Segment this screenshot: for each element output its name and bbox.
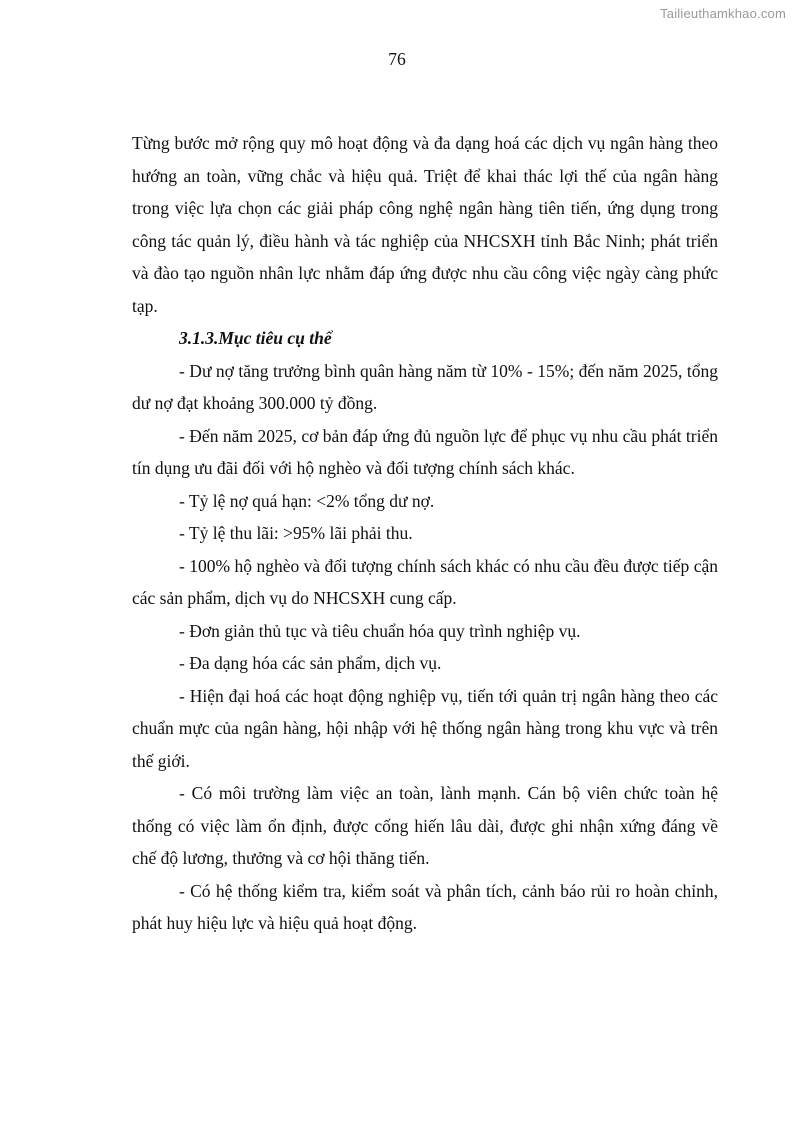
intro-paragraph: Từng bước mở rộng quy mô hoạt động và đa dạng hoá các dịch vụ ngân hàng theo hướng an toàn, vững chắc và hiệu quả. Triệt để khai thác lợi thế của ngân hàng trong việc lựa chọn các giải pháp công nghệ ngân hàng tiên tiến, ứng dụng trong công tác quản lý, điều hành và tác nghiệp của NHCSXH tỉnh Bắc Ninh; phát triển và đào tạo nguồn nhân lực nhằm đáp ứng được nhu cầu công việc ngày càng phức tạp. <box>132 133 718 316</box>
list-item: - Đa dạng hóa các sản phẩm, dịch vụ. <box>179 653 442 673</box>
list-item: - Có môi trường làm việc an toàn, lành mạnh. Cán bộ viên chức toàn hệ thống có việc làm ổn định, được cống hiến lâu dài, được ghi nhận xứng đáng về chế độ lương, thưởng và cơ hội thăng tiến. <box>132 783 718 868</box>
list-item: - Đơn giản thủ tục và tiêu chuẩn hóa quy trình nghiệp vụ. <box>179 620 581 641</box>
list-item: - Dư nợ tăng trưởng bình quân hàng năm từ 10% - 15%; đến năm 2025, tổng dư nợ đạt khoảng 300.000 tỷ đồng. <box>132 360 718 413</box>
document-body <box>132 127 718 940</box>
list-item: - 100% hộ nghèo và đối tượng chính sách khác có nhu cầu đều được tiếp cận các sản phẩm, dịch vụ do NHCSXH cung cấp. <box>132 555 718 608</box>
list-item: - Tỷ lệ thu lãi: >95% lãi phải thu. <box>179 523 413 543</box>
list-item: - Tỷ lệ nợ quá hạn: <2% tổng dư nợ. <box>179 490 435 511</box>
list-item: - Hiện đại hoá các hoạt động nghiệp vụ, tiến tới quản trị ngân hàng theo các chuẩn mực của ngân hàng, hội nhập với hệ thống ngân hàng trong khu vực và trên thế giới. <box>132 685 718 771</box>
page-number: 76 <box>388 49 406 69</box>
list-item: - Đến năm 2025, cơ bản đáp ứng đủ nguồn lực để phục vụ nhu cầu phát triển tín dụng ưu đãi đối với hộ nghèo và đối tượng chính sách khác. <box>132 425 718 478</box>
section-heading: 3.1.3.Mục tiêu cụ thể <box>179 328 332 348</box>
list-item: - Có hệ thống kiểm tra, kiểm soát và phân tích, cảnh báo rủi ro hoàn chỉnh, phát huy hiệu lực và hiệu quả hoạt động. <box>132 880 718 933</box>
watermark: Tailieuthamkhao.com <box>660 6 786 21</box>
